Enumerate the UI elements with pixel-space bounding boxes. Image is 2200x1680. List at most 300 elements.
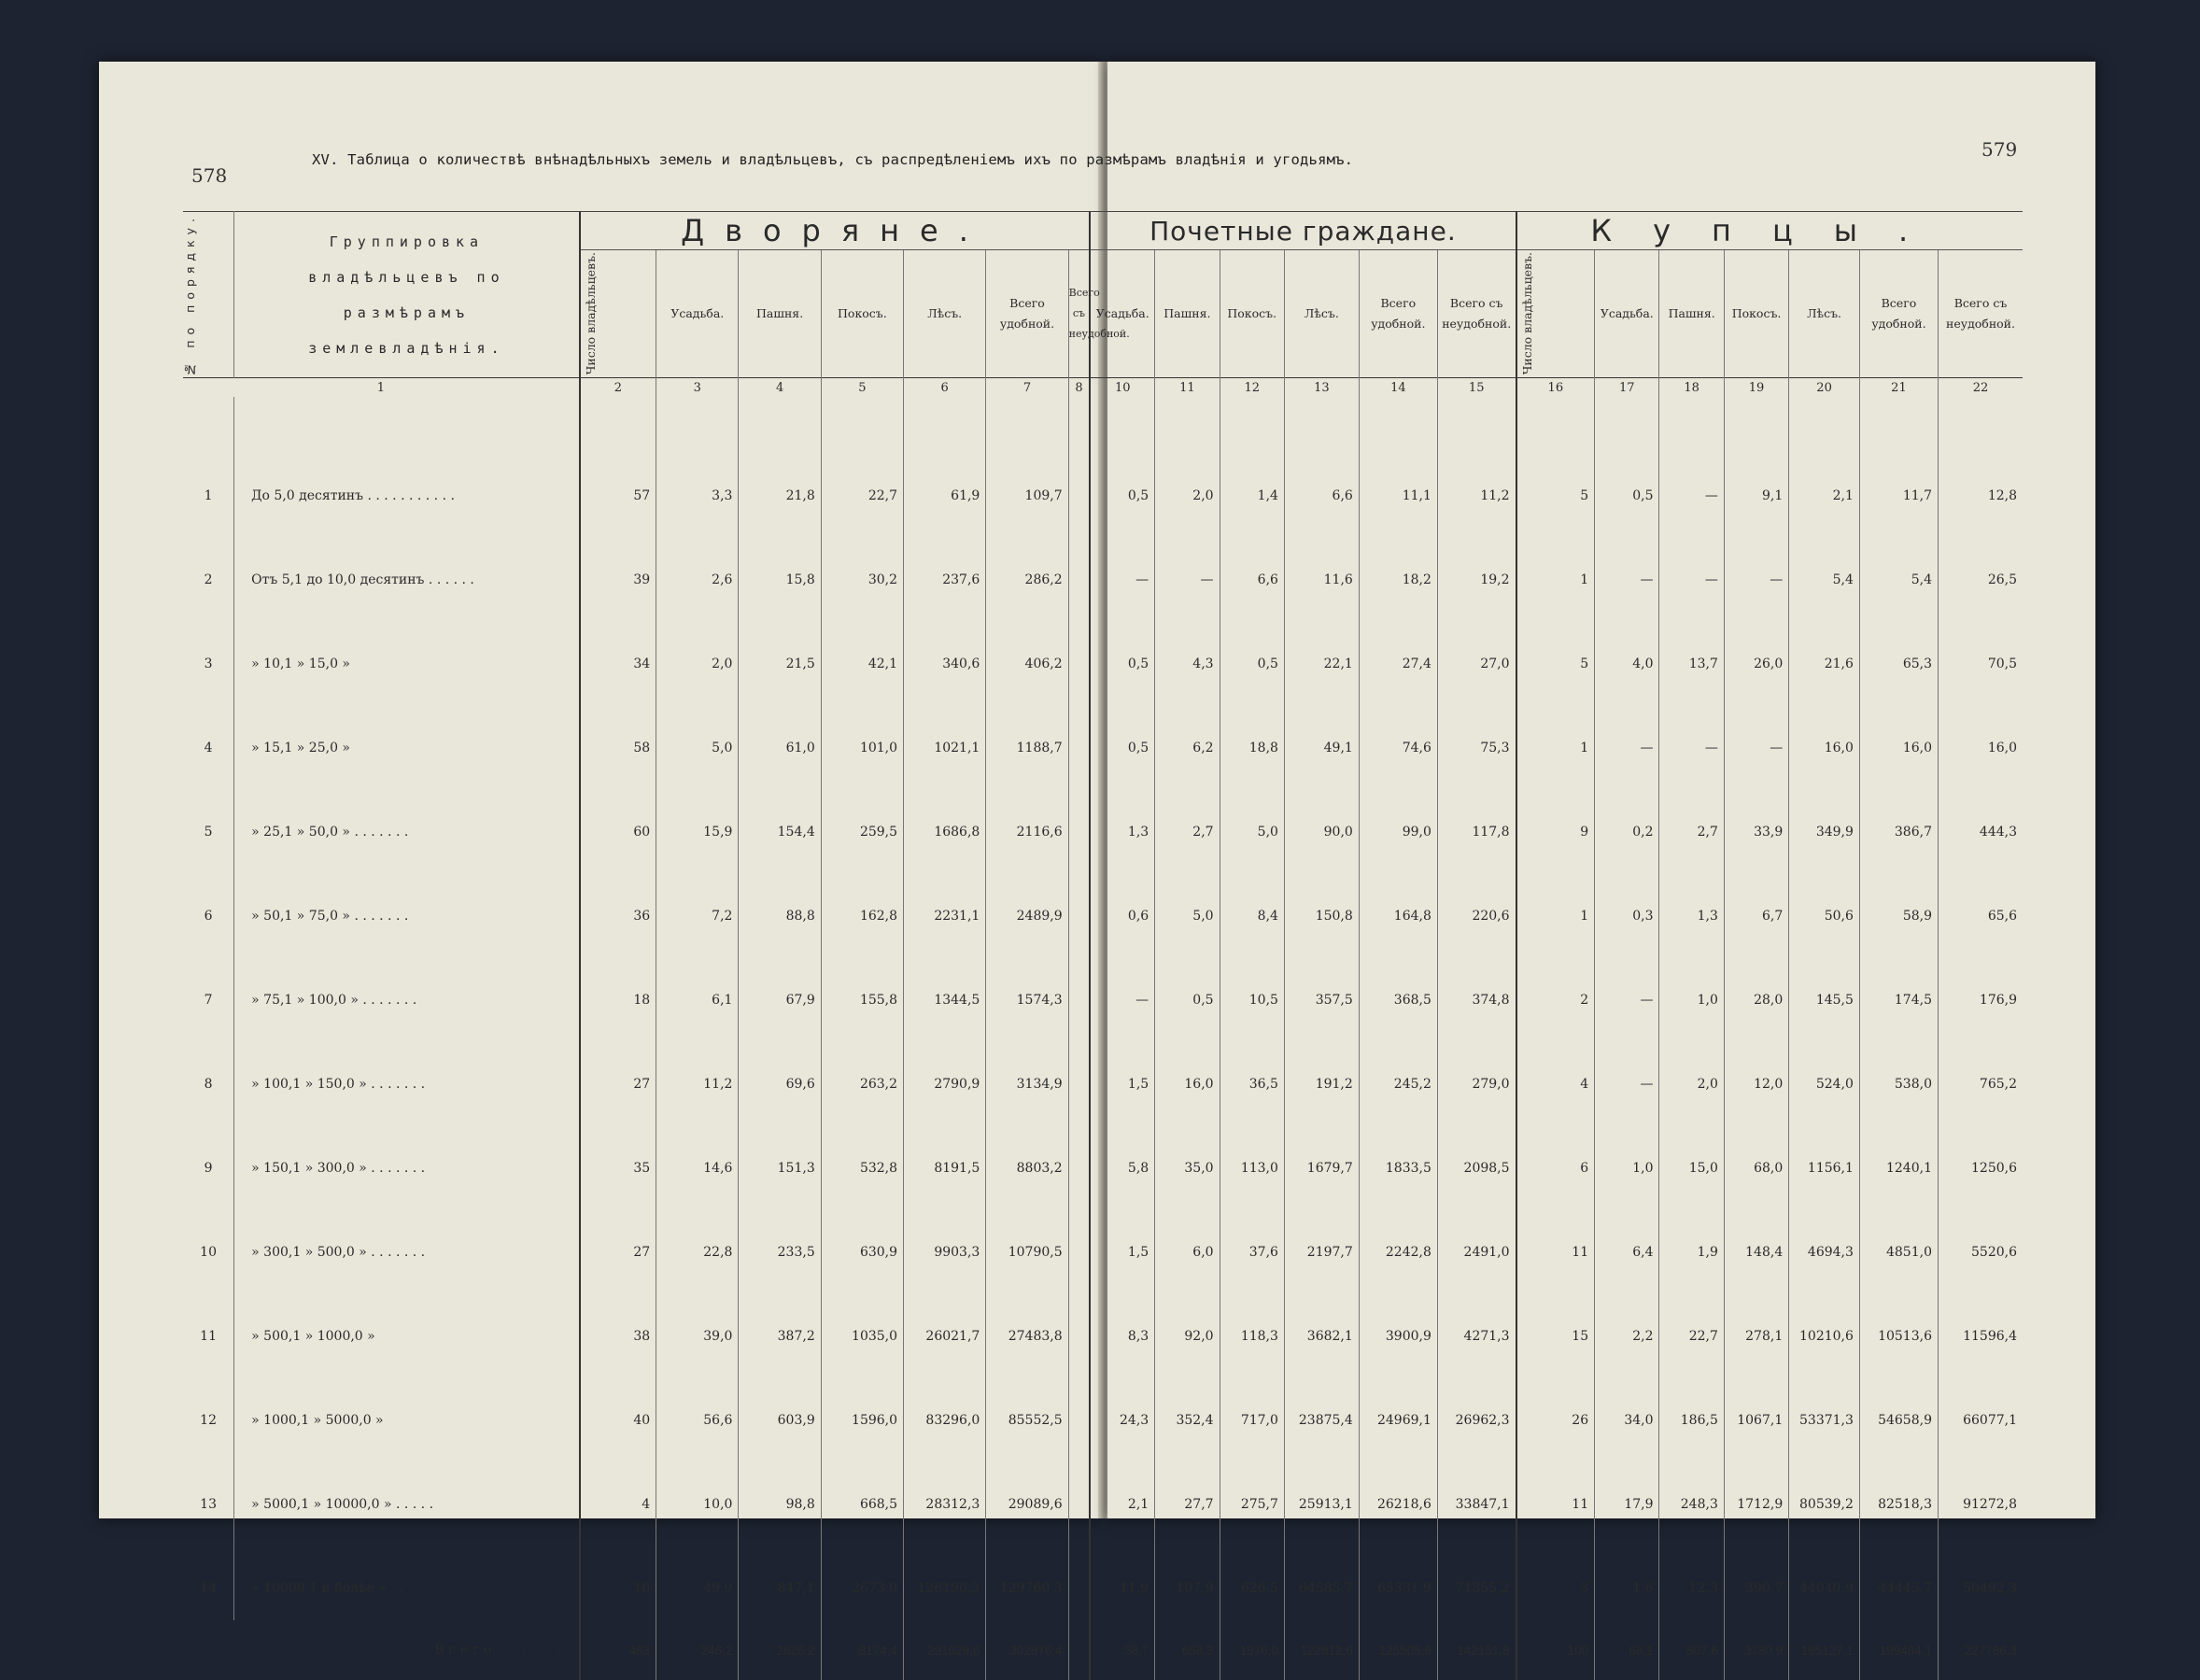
table-cell: 0,6: [1090, 864, 1154, 948]
table-cell: 5,4: [1789, 528, 1860, 612]
total-cell: 227786,3: [1938, 1620, 2023, 1680]
column-number: 13: [1284, 378, 1359, 398]
table-cell: [1068, 1368, 1090, 1452]
table-cell: 6,7: [1724, 864, 1788, 948]
table-cell: 11,2: [656, 1032, 739, 1116]
table-cell: 24,3: [1090, 1368, 1154, 1452]
table-cell: 6,6: [1284, 444, 1359, 528]
column-number: 2: [580, 378, 656, 398]
table-cell: 3: [1516, 1536, 1595, 1620]
total-cell: 658,3: [1155, 1620, 1220, 1680]
table-cell: 74,6: [1359, 696, 1437, 780]
table-cell: 444,3: [1938, 780, 2023, 864]
table-cell: 2116,6: [986, 780, 1068, 864]
table-row: [183, 444, 2023, 528]
table-cell: [1068, 948, 1090, 1032]
table-cell: 2,1: [1090, 1452, 1154, 1536]
header-hay: Покосъ.: [1220, 250, 1284, 378]
table-cell: 0,2: [1595, 780, 1659, 864]
table-cell: 10790,5: [986, 1200, 1068, 1284]
table-cell: 66077,1: [1938, 1368, 2023, 1452]
total-cell: 142151,8: [1437, 1620, 1516, 1680]
table-cell: 26962,3: [1437, 1368, 1516, 1452]
table-cell: [1068, 528, 1090, 612]
header-total-with-unuseful: Всего съ неудобной.: [1437, 250, 1516, 378]
table-cell: 16,0: [1938, 696, 2023, 780]
table-cell: 11,9: [1090, 1536, 1154, 1620]
table-cell: 2242,8: [1359, 1200, 1437, 1284]
header-total-useful: Всего удобной.: [986, 250, 1068, 378]
table-cell: 2489,9: [986, 864, 1068, 948]
table-cell: 11,6: [1284, 528, 1359, 612]
table-row: [183, 1284, 2023, 1368]
table-cell: 16,0: [1155, 1032, 1220, 1116]
row-grouping-label: » 300,1 » 500,0 » . . . . . . .: [234, 1200, 580, 1284]
table-row: [183, 1200, 2023, 1284]
table-cell: 67,9: [739, 948, 821, 1032]
table-cell: 36,5: [1220, 1032, 1284, 1116]
table-cell: 1021,1: [904, 696, 986, 780]
table-cell: 0,5: [1090, 696, 1154, 780]
header-arable: Пашня.: [1659, 250, 1724, 378]
table-cell: 70,5: [1938, 612, 2023, 696]
table-cell: 27,4: [1359, 612, 1437, 696]
table-cell: 6,4: [1595, 1200, 1659, 1284]
table-cell: 626,5: [1220, 1536, 1284, 1620]
row-number: 5: [204, 825, 213, 840]
column-number: 22: [1938, 378, 2023, 398]
header-owners-merchants: Число владѣльцевъ.: [1516, 250, 1595, 378]
table-cell: 27: [580, 1032, 656, 1116]
table-cell: 357,5: [1284, 948, 1359, 1032]
table-cell: 16,0: [1859, 696, 1938, 780]
table-cell: 61,0: [739, 696, 821, 780]
table-cell: 28312,3: [904, 1452, 986, 1536]
table-cell: 1: [1516, 696, 1595, 780]
table-cell: 2,0: [1659, 1032, 1724, 1116]
table-cell: [1068, 1032, 1090, 1116]
table-cell: 26021,7: [904, 1284, 986, 1368]
table-cell: 4,0: [1595, 612, 1659, 696]
table-cell: 1035,0: [821, 1284, 903, 1368]
row-grouping-label: » 75,1 » 100,0 » . . . . . . .: [234, 948, 580, 1032]
table-cell: 2,7: [1659, 780, 1724, 864]
table-cell: 75,3: [1437, 696, 1516, 780]
table-cell: 248,3: [1659, 1452, 1724, 1536]
table-cell: 2,1: [1789, 444, 1860, 528]
column-number: 20: [1789, 378, 1860, 398]
table-cell: 259,5: [821, 780, 903, 864]
table-cell: 387,2: [739, 1284, 821, 1368]
table-cell: 11,1: [1359, 444, 1437, 528]
table-cell: 368,5: [1359, 948, 1437, 1032]
table-cell: 2098,5: [1437, 1116, 1516, 1200]
table-cell: [1068, 1452, 1090, 1536]
table-cell: 91272,8: [1938, 1452, 2023, 1536]
table-cell: 17,9: [1595, 1452, 1659, 1536]
table-cell: 64585,7: [1284, 1536, 1359, 1620]
table-cell: 10210,6: [1789, 1284, 1860, 1368]
table-cell: 34: [580, 612, 656, 696]
row-number: 2: [204, 572, 213, 587]
table-cell: 10,0: [656, 1452, 739, 1536]
header-forest: Лѣсъ.: [904, 250, 986, 378]
header-total-useful: Всего удобной.: [1359, 250, 1437, 378]
row-number: 13: [200, 1497, 217, 1512]
table-cell: 27,0: [1437, 612, 1516, 696]
row-number: 7: [204, 993, 213, 1008]
table-cell: 1,3: [1659, 864, 1724, 948]
table-cell: 80539,2: [1789, 1452, 1860, 1536]
table-cell: 9: [1516, 780, 1595, 864]
table-cell: 1240,1: [1859, 1116, 1938, 1200]
column-number: 8: [1068, 378, 1090, 398]
spacer-row: [183, 397, 2023, 444]
table-cell: 9,1: [1724, 444, 1788, 528]
table-cell: 21,5: [739, 612, 821, 696]
table-cell: 6,1: [656, 948, 739, 1032]
table-cell: 13,7: [1659, 612, 1724, 696]
table-cell: 15,0: [1659, 1116, 1724, 1200]
table-cell: 27483,8: [986, 1284, 1068, 1368]
total-cell: 199484,1: [1859, 1620, 1938, 1680]
table-cell: 2,0: [656, 612, 739, 696]
row-grouping-label: » 5000,1 » 10000,0 » . . . . .: [234, 1452, 580, 1536]
table-row: [183, 780, 2023, 864]
row-grouping-label: До 5,0 десятинъ . . . . . . . . . . .: [234, 444, 580, 528]
table-cell: 162,8: [821, 864, 903, 948]
table-cell: 61,9: [904, 444, 986, 528]
table-row: [183, 1536, 2023, 1620]
table-cell: 349,9: [1789, 780, 1860, 864]
table-cell: 9903,3: [904, 1200, 986, 1284]
table-cell: 154,4: [739, 780, 821, 864]
table-cell: 2,0: [1155, 444, 1220, 528]
row-grouping-label: » 150,1 » 300,0 » . . . . . . .: [234, 1116, 580, 1200]
table-cell: 340,6: [904, 612, 986, 696]
table-cell: [1068, 1536, 1090, 1620]
header-hay: Покосъ.: [1724, 250, 1788, 378]
table-cell: 101,0: [821, 696, 903, 780]
table-cell: 0,3: [1595, 864, 1659, 948]
table-cell: 2231,1: [904, 864, 986, 948]
total-cell: 122812,6: [1284, 1620, 1359, 1680]
table-cell: 49,1: [1284, 696, 1359, 780]
table-cell: —: [1659, 696, 1724, 780]
column-number: 12: [1220, 378, 1284, 398]
table-cell: 7,2: [656, 864, 739, 948]
table-cell: 58,9: [1859, 864, 1938, 948]
table-cell: 98,8: [739, 1452, 821, 1536]
table-cell: 406,2: [986, 612, 1068, 696]
header-estate: Усадьба.: [1595, 250, 1659, 378]
row-number: 14: [200, 1581, 217, 1596]
row-grouping-label: » 100,1 » 150,0 » . . . . . . .: [234, 1032, 580, 1116]
header-total-with-unuseful: Всего съ неудобной.: [1938, 250, 2023, 378]
table-cell: 3,3: [656, 444, 739, 528]
column-number: 10: [1090, 378, 1154, 398]
total-cell: 246,2: [656, 1620, 739, 1680]
table-cell: 0,5: [1155, 948, 1220, 1032]
table-row: [183, 1452, 2023, 1536]
table-cell: 145,5: [1789, 948, 1860, 1032]
table-cell: 14,6: [656, 1116, 739, 1200]
table-cell: 22,7: [1659, 1284, 1724, 1368]
group-nobles: Дворяне.: [580, 212, 1091, 250]
total-cell: 1976,0: [1220, 1620, 1284, 1680]
table-cell: 99,0: [1359, 780, 1437, 864]
table-cell: —: [1724, 528, 1788, 612]
table-cell: 88,8: [739, 864, 821, 948]
table-cell: 524,0: [1789, 1032, 1860, 1116]
table-cell: 1679,7: [1284, 1116, 1359, 1200]
table-cell: 5,8: [1090, 1116, 1154, 1200]
table-cell: 2,6: [656, 528, 739, 612]
table-cell: 1,4: [1220, 444, 1284, 528]
table-row: [183, 1116, 2023, 1200]
table-cell: 39: [580, 528, 656, 612]
table-cell: 4: [1516, 1032, 1595, 1116]
table-row: [183, 528, 2023, 612]
table-cell: 3134,9: [986, 1032, 1068, 1116]
table-cell: 1833,5: [1359, 1116, 1437, 1200]
table-cell: 28,0: [1724, 948, 1788, 1032]
header-owners-nobles: Число владѣльцевъ.: [580, 250, 656, 378]
table-cell: [1068, 864, 1090, 948]
table-cell: 386,7: [1859, 780, 1938, 864]
table-cell: 1,9: [1659, 1200, 1724, 1284]
table-cell: 155,8: [821, 948, 903, 1032]
table-cell: 8803,2: [986, 1116, 1068, 1200]
row-grouping-label: » 1000,1 » 5000,0 »: [234, 1368, 580, 1452]
table-cell: 35: [580, 1116, 656, 1200]
table-cell: 765,2: [1938, 1032, 2023, 1116]
table-cell: 6: [1516, 1116, 1595, 1200]
row-grouping-label: » 50,1 » 75,0 » . . . . . . .: [234, 864, 580, 948]
table-cell: 11,2: [1437, 444, 1516, 528]
table-cell: [1068, 444, 1090, 528]
total-cell: 2826,2: [739, 1620, 821, 1680]
table-cell: 26218,6: [1359, 1452, 1437, 1536]
table-cell: 1712,9: [1724, 1452, 1788, 1536]
column-number: 4: [739, 378, 821, 398]
table-cell: 5: [1516, 444, 1595, 528]
column-number-row: [183, 378, 2023, 398]
table-cell: 0,5: [1090, 612, 1154, 696]
row-number: 8: [204, 1077, 213, 1092]
table-cell: 278,1: [1724, 1284, 1788, 1368]
table-cell: 113,0: [1220, 1116, 1284, 1200]
table-cell: 25913,1: [1284, 1452, 1359, 1536]
row-grouping-label: » 25,1 » 50,0 » . . . . . . .: [234, 780, 580, 864]
table-cell: 22,1: [1284, 612, 1359, 696]
row-number: 1: [204, 488, 213, 503]
table-cell: 34,0: [1595, 1368, 1659, 1452]
table-cell: 37,6: [1220, 1200, 1284, 1284]
table-cell: 6,2: [1155, 696, 1220, 780]
table-cell: 109,7: [986, 444, 1068, 528]
table-cell: 23875,4: [1284, 1368, 1359, 1452]
table-cell: 58: [580, 696, 656, 780]
table-cell: 0,5: [1220, 612, 1284, 696]
table-cell: 57: [580, 444, 656, 528]
table-cell: 53371,3: [1789, 1368, 1860, 1452]
table-cell: 275,7: [1220, 1452, 1284, 1536]
table-cell: 5: [1516, 612, 1595, 696]
table-cell: 1: [1516, 528, 1595, 612]
table-cell: 390,7: [1724, 1536, 1788, 1620]
table-cell: 263,2: [821, 1032, 903, 1116]
table-cell: 18,8: [1220, 696, 1284, 780]
table-row: [183, 612, 2023, 696]
header-forest: Лѣсъ.: [1284, 250, 1359, 378]
table-cell: 538,0: [1859, 1032, 1938, 1116]
total-cell: 100: [1516, 1620, 1595, 1680]
table-cell: 352,4: [1155, 1368, 1220, 1452]
table-cell: 4271,3: [1437, 1284, 1516, 1368]
column-number: 6: [904, 378, 986, 398]
table-cell: 2,7: [1155, 780, 1220, 864]
table-cell: 2491,0: [1437, 1200, 1516, 1284]
table-title: XV. Таблица о количествѣ внѣнадѣльныхъ земель и владѣльцевъ, съ распредѣленіемъ ихъ по размѣрамъ владѣнія и угодьямъ.: [312, 151, 1354, 168]
column-number: 3: [656, 378, 739, 398]
table-cell: —: [1595, 948, 1659, 1032]
table-cell: —: [1724, 696, 1788, 780]
header-total-with-unuseful: Всего съ неудобной.: [1068, 250, 1090, 378]
table-cell: 164,8: [1359, 864, 1437, 948]
table-cell: 6,6: [1220, 528, 1284, 612]
table-cell: 191,2: [1284, 1032, 1359, 1116]
table-cell: 10: [580, 1536, 656, 1620]
table-cell: 11,7: [1859, 444, 1938, 528]
table-cell: 668,5: [821, 1452, 903, 1536]
table-cell: 717,0: [1220, 1368, 1284, 1452]
table-cell: 29089,6: [986, 1452, 1068, 1536]
table-cell: 24969,1: [1359, 1368, 1437, 1452]
table-cell: 12,0: [1724, 1032, 1788, 1116]
table-cell: 15,9: [656, 780, 739, 864]
table-cell: 1250,6: [1938, 1116, 2023, 1200]
header-grouping: Группировка владѣльцевъ по размѣрамъ землевладѣнія.: [234, 212, 580, 378]
table-cell: 374,8: [1437, 948, 1516, 1032]
header-total-useful: Всего удобной.: [1859, 250, 1938, 378]
header-arable: Пашня.: [739, 250, 821, 378]
header-hay: Покосъ.: [821, 250, 903, 378]
header-estate: Усадьба.: [1090, 250, 1154, 378]
table-cell: 60: [580, 780, 656, 864]
column-number: 14: [1359, 378, 1437, 398]
table-cell: 15,8: [739, 528, 821, 612]
table-cell: 4694,3: [1789, 1200, 1860, 1284]
page-number-left: 578: [191, 164, 228, 187]
total-cell: [1068, 1620, 1090, 1680]
table-cell: 847,1: [739, 1536, 821, 1620]
table-cell: 82518,3: [1859, 1452, 1938, 1536]
table-cell: 26,5: [1938, 528, 2023, 612]
page-number-right: 579: [1981, 138, 2018, 161]
header-estate: Усадьба.: [656, 250, 739, 378]
table-cell: 0,5: [1090, 444, 1154, 528]
group-honorary-citizens: Почетные граждане.: [1090, 212, 1516, 250]
table-cell: 38: [580, 1284, 656, 1368]
table-cell: 19,2: [1437, 528, 1516, 612]
table-cell: 5520,6: [1938, 1200, 2023, 1284]
table-cell: 118,3: [1220, 1284, 1284, 1368]
table-cell: 21,6: [1789, 612, 1860, 696]
table-cell: 54658,9: [1859, 1368, 1938, 1452]
table-cell: 16,0: [1789, 696, 1860, 780]
header-arable: Пашня.: [1155, 250, 1220, 378]
table-cell: 286,2: [986, 528, 1068, 612]
table-cell: 2673,0: [821, 1536, 903, 1620]
table-cell: 42,1: [821, 612, 903, 696]
table-cell: 1188,7: [986, 696, 1068, 780]
table-cell: 1: [1516, 864, 1595, 948]
total-cell: 195127,1: [1789, 1620, 1860, 1680]
total-cell: 507,6: [1659, 1620, 1724, 1680]
table-cell: [1068, 696, 1090, 780]
total-cell: 8174,4: [821, 1620, 903, 1680]
table-cell: 90,0: [1284, 780, 1359, 864]
table-cell: 8,4: [1220, 864, 1284, 948]
table-cell: 176,9: [1938, 948, 2023, 1032]
table-cell: 39,0: [656, 1284, 739, 1368]
table-cell: 1,3: [1090, 780, 1154, 864]
table-cell: 44040,9: [1789, 1536, 1860, 1620]
table-cell: 3900,9: [1359, 1284, 1437, 1368]
table-cell: 50,6: [1789, 864, 1860, 948]
table-cell: —: [1595, 1032, 1659, 1116]
table-cell: 2197,7: [1284, 1200, 1359, 1284]
table-cell: 186,5: [1659, 1368, 1724, 1452]
table-cell: 2,2: [1595, 1284, 1659, 1368]
table-cell: 83296,0: [904, 1368, 986, 1452]
table-cell: 8,3: [1090, 1284, 1154, 1368]
table-cell: 26,0: [1724, 612, 1788, 696]
table-cell: —: [1659, 444, 1724, 528]
table-cell: 5,0: [1220, 780, 1284, 864]
table-cell: 12,3: [1659, 1536, 1724, 1620]
table-cell: 30,2: [821, 528, 903, 612]
row-number: 9: [204, 1161, 213, 1176]
total-cell: 3780,9: [1724, 1620, 1788, 1680]
column-number: 21: [1859, 378, 1938, 398]
table-cell: 35,0: [1155, 1116, 1220, 1200]
table-cell: —: [1595, 696, 1659, 780]
table-cell: 15: [1516, 1284, 1595, 1368]
group-merchants: Купцы.: [1516, 212, 2023, 250]
column-number: 11: [1155, 378, 1220, 398]
table-cell: 148,4: [1724, 1200, 1788, 1284]
table-cell: 10513,6: [1859, 1284, 1938, 1368]
table-cell: —: [1090, 528, 1154, 612]
total-cell: 125505,6: [1359, 1620, 1437, 1680]
table-cell: —: [1090, 948, 1154, 1032]
table-cell: 44445,7: [1859, 1536, 1938, 1620]
table-cell: 1344,5: [904, 948, 986, 1032]
table-cell: 150,8: [1284, 864, 1359, 948]
table-cell: [1068, 612, 1090, 696]
table-cell: 65,3: [1859, 612, 1938, 696]
table-cell: 3682,1: [1284, 1284, 1359, 1368]
header-forest: Лѣсъ.: [1789, 250, 1860, 378]
column-number: 1: [183, 378, 580, 398]
table-cell: 18: [580, 948, 656, 1032]
table-cell: 1156,1: [1789, 1116, 1860, 1200]
table-cell: 27: [580, 1200, 656, 1284]
table-cell: 10,5: [1220, 948, 1284, 1032]
row-number: 6: [204, 909, 213, 924]
